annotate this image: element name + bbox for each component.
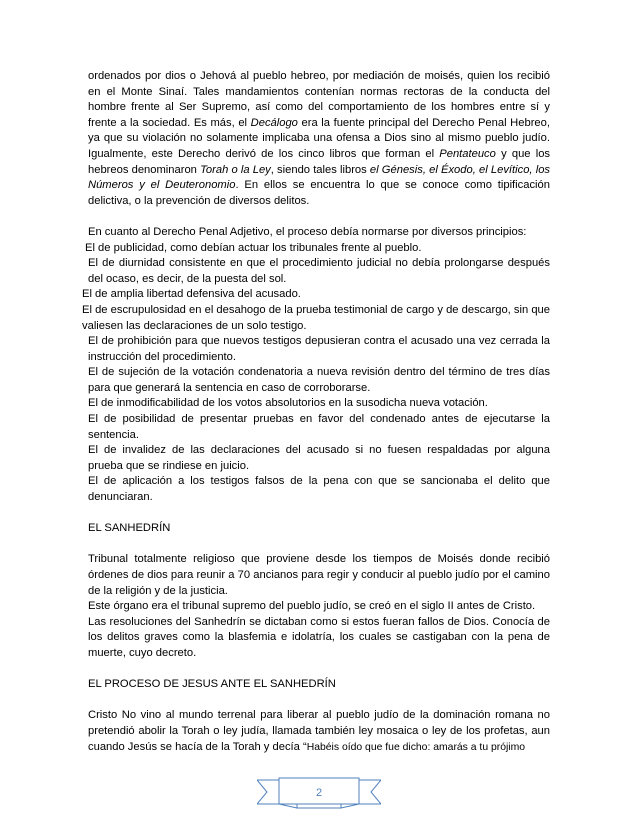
principio-item: El de inmodificabilidad de los votos absolutorios en la susodicha nueva votación. [88,397,488,410]
principio-item: El de invalidez de las declaraciones del acusado si no fuesen respaldadas por alguna prueba que se rindiese en juicio. [88,444,550,472]
text-run: Cristo No vino al mundo terrenal para liberar al pueblo judío de la dominación romana no pretendió abolir la Torah o ley judía, llamada también ley mosaica o ley de los profetas, aun cuando Jesús se hacía de la Torah y decía “ [88,709,550,753]
principio-item: El de amplia libertad defensiva del acusado. [82,288,301,301]
paragraph-sanhedrin: Las resoluciones del Sanhedrín se dictaban como si estos fueran fallos de Dios. Conocía de los delitos graves como la blasfemia e idolatría, los cuales se castigaban con la pena de muerte, cuyo decreto. [88,615,550,659]
italic-term-decalogo: Decálogo [250,116,298,129]
text-run: , siendo tales libros [270,163,370,176]
section-heading-proceso: EL PROCESO DE JESUS ANTE EL SANHEDRÍN [88,678,336,691]
quote-run: Habéis oído que fue dicho: amarás a tu prójimo [306,741,526,753]
page-number: 2 [315,787,323,799]
principio-item: El de sujeción de la votación condenatoria a nueva revisión dentro del término de tres días para que generará la sentencia en caso de corroborarse. [88,366,550,394]
text-run: y que los hebreos denominaron [88,147,551,176]
page-body [82,69,551,755]
italic-term-torah: Torah o la Ley [200,163,271,176]
text-run: ordenados por dios o Jehová al pueblo hebreo, por mediación de moisés, quien los recibió en el Monte Sinaí. Tales mandamientos contenían normas rectoras de la conducta del hombre frente al Ser Supremo, así como del comportamiento de los hombres entre sí y frente a la sociedad. Es más, el [88,70,550,129]
italic-term-libros: el Génesis, el Éxodo, el Levítico, los Números y el Deuteronomio [88,163,551,192]
paragraph-principios-intro: En cuanto al Derecho Penal Adjetivo, el proceso debía normarse por diversos principios: [88,225,527,238]
page-number-footer [257,776,381,810]
text-run: era la fuente principal del Derecho Penal Hebreo, ya que su violación no solamente implicaba una ofensa a Dios sino al mismo pueblo judío. Igualmente, este Derecho derivó de los cinco libros que forman el [88,116,550,160]
principio-item: El de escrupulosidad en el desahogo de la prueba testimonial de cargo y de descargo, sin que valiesen las declaraciones de un solo testigo. [82,303,550,332]
italic-term-pentateuco: Pentateuco [439,147,496,160]
paragraph-cristo [88,708,550,755]
paragraph-sanhedrin: Tribunal totalmente religioso que proviene desde los tiempos de Moisés donde recibió órdenes de dios para reunir a 70 ancianos para regir y conducir al pueblo judío por el camino de la religión y de la justicia. [88,553,550,597]
section-heading-sanhedrin: EL SANHEDRÍN [88,522,171,535]
principio-item: El de aplicación a los testigos falsos de la pena con que se sancionaba el delito que denunciaran. [88,475,550,504]
paragraph-decalogo [88,69,550,209]
text-run: . En ellos se encuentra lo que se conoce como tipificación delictiva, o la prevención de diversos delitos. [88,179,550,207]
paragraph-sanhedrin: Este órgano era el tribunal supremo del pueblo judío, se creó en el siglo II antes de Cristo. [88,600,536,613]
principio-item: El de posibilidad de presentar pruebas en favor del condenado antes de ejecutarse la sentencia. [88,413,550,441]
principio-item: El de prohibición para que nuevos testigos depusieran contra el acusado una vez cerrada la instrucción del procedimiento. [88,335,550,363]
principio-item: El de diurnidad consistente en que el procedimiento judicial no debía prolongarse después del ocaso, es decir, de la puesta del sol. [88,257,550,285]
principio-item: El de publicidad, como debían actuar los tribunales frente al pueblo. [85,241,422,254]
